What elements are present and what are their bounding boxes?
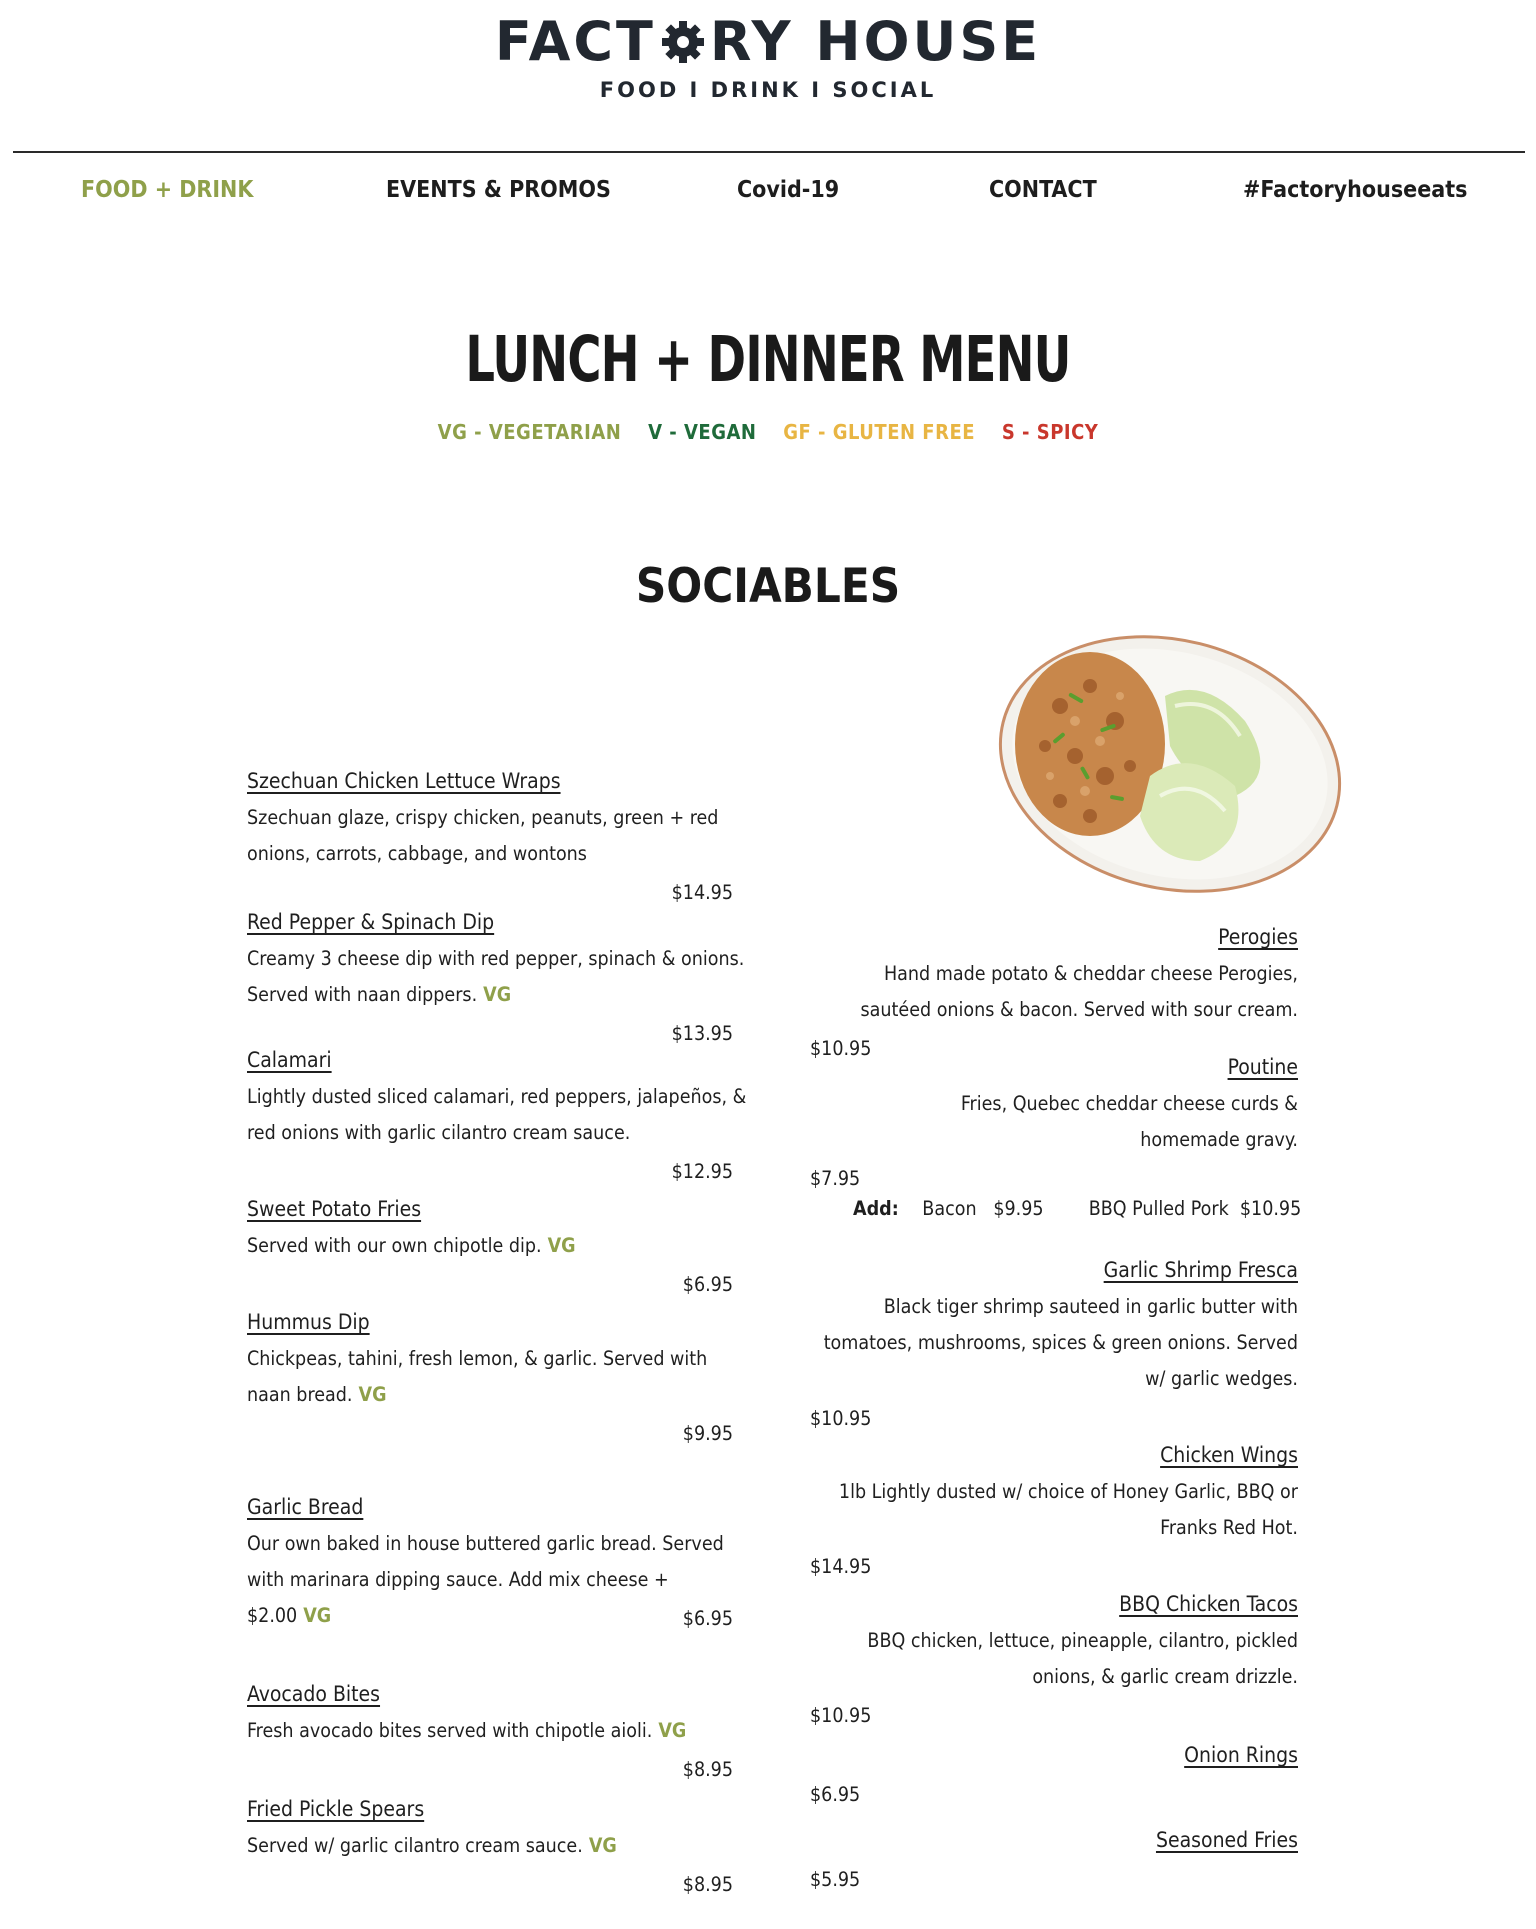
menu-item-price: $6.95 bbox=[682, 1273, 733, 1296]
header-divider bbox=[13, 151, 1525, 153]
nav-food-drink[interactable]: FOOD + DRINK bbox=[81, 177, 254, 203]
gear-icon bbox=[658, 17, 708, 67]
menu-item-price: $13.95 bbox=[671, 1022, 733, 1045]
menu-item-price: $8.95 bbox=[682, 1758, 733, 1781]
menu-item-name[interactable]: Hummus Dip bbox=[247, 1310, 370, 1334]
menu-item-desc: Chickpeas, tahini, fresh lemon, & garlic. Served with naan bread. VG bbox=[247, 1347, 708, 1406]
menu-item-name[interactable]: Poutine bbox=[1227, 1055, 1298, 1079]
menu-item-price: $12.95 bbox=[671, 1160, 733, 1183]
menu-item-name[interactable]: Seasoned Fries bbox=[1155, 1828, 1298, 1852]
vegetarian-tag: VG bbox=[658, 1719, 687, 1742]
addon-pulled-pork: BBQ Pulled Pork bbox=[1088, 1197, 1229, 1220]
vegetarian-tag: VG bbox=[547, 1234, 576, 1257]
page-title: LUNCH + DINNER MENU bbox=[465, 323, 1071, 396]
vegetarian-tag: VG bbox=[303, 1604, 332, 1627]
menu-item-name[interactable]: Avocado Bites bbox=[247, 1682, 381, 1706]
menu-item-name[interactable]: Red Pepper & Spinach Dip bbox=[247, 910, 495, 934]
section-title: SOCIABLES bbox=[635, 559, 901, 614]
menu-item-price: $6.95 bbox=[810, 1783, 861, 1806]
menu-item-name[interactable]: Szechuan Chicken Lettuce Wraps bbox=[247, 769, 561, 793]
nav-events-promos[interactable]: EVENTS & PROMOS bbox=[386, 177, 611, 203]
addon-pulled-pork-price: $10.95 bbox=[1239, 1197, 1302, 1220]
legend-gluten-free: GF - GLUTEN FREE bbox=[783, 420, 976, 444]
logo-wordmark bbox=[495, 10, 1041, 74]
menu-item-name[interactable]: Sweet Potato Fries bbox=[247, 1197, 422, 1221]
vegetarian-tag: VG bbox=[483, 983, 512, 1006]
logo-tagline: FOOD I DRINK I SOCIAL bbox=[599, 78, 937, 102]
menu-item-name[interactable]: Perogies bbox=[1218, 925, 1298, 949]
menu-item-price: $10.95 bbox=[810, 1704, 872, 1727]
menu-item-desc: Served w/ garlic cilantro cream sauce. VG bbox=[247, 1834, 617, 1857]
menu-item-price: $10.95 bbox=[810, 1037, 872, 1060]
poutine-addons bbox=[853, 1194, 1301, 1224]
nav-covid-19[interactable]: Covid-19 bbox=[737, 177, 840, 203]
menu-item-desc: Black tiger shrimp sauteed in garlic butter with tomatoes, mushrooms, spices & green onions. Served w/ garlic wedges. bbox=[823, 1295, 1298, 1390]
menu-item-desc: Fries, Quebec cheddar cheese curds & homemade gravy. bbox=[960, 1092, 1298, 1151]
menu-item-name[interactable]: Calamari bbox=[247, 1048, 332, 1072]
logo-text-left: FACT bbox=[494, 10, 656, 73]
menu-item-price: $7.95 bbox=[810, 1167, 861, 1190]
nav-contact[interactable]: CONTACT bbox=[989, 177, 1097, 203]
nav-factoryhouseeats[interactable]: #Factoryhouseeats bbox=[1243, 177, 1468, 203]
menu-item-desc: Lightly dusted sliced calamari, red peppers, jalapeños, & red onions with garlic cilantro cream sauce. bbox=[247, 1085, 747, 1144]
menu-item-price: $14.95 bbox=[671, 881, 733, 904]
menu-item-desc: Szechuan glaze, crispy chicken, peanuts, green + red onions, carrots, cabbage, and wontons bbox=[247, 806, 719, 865]
menu-item-name[interactable]: Garlic Shrimp Fresca bbox=[1103, 1258, 1298, 1282]
food-photo bbox=[990, 626, 1350, 906]
addon-label: Add: bbox=[853, 1197, 899, 1220]
menu-item-name[interactable]: Fried Pickle Spears bbox=[247, 1797, 425, 1821]
legend-vegetarian: VG - VEGETARIAN bbox=[437, 420, 622, 444]
brand-logo[interactable] bbox=[0, 10, 1536, 102]
menu-item-name[interactable]: Onion Rings bbox=[1184, 1743, 1298, 1767]
menu-item-name[interactable]: Garlic Bread bbox=[247, 1495, 364, 1519]
vegetarian-tag: VG bbox=[358, 1383, 387, 1406]
menu-item-price: $8.95 bbox=[682, 1873, 733, 1896]
vegetarian-tag: VG bbox=[588, 1834, 617, 1857]
menu-item-price: $10.95 bbox=[810, 1407, 872, 1430]
menu-item-price: $9.95 bbox=[682, 1422, 733, 1445]
addon-bacon: Bacon bbox=[922, 1197, 977, 1220]
addon-bacon-price: $9.95 bbox=[993, 1197, 1044, 1220]
dietary-legend bbox=[0, 417, 1536, 447]
menu-item-desc: Served with our own chipotle dip. VG bbox=[247, 1234, 576, 1257]
legend-spicy: S - SPICY bbox=[1001, 420, 1099, 444]
menu-item-desc: Our own baked in house buttered garlic bread. Served with marinara dipping sauce. Add mix cheese + $2.00 VG bbox=[247, 1532, 724, 1627]
menu-item-desc: Creamy 3 cheese dip with red pepper, spinach & onions. Served with naan dippers. VG bbox=[247, 947, 745, 1006]
menu-item-name[interactable]: Chicken Wings bbox=[1160, 1443, 1298, 1467]
menu-item-price: $14.95 bbox=[810, 1555, 872, 1578]
menu-item-desc: Fresh avocado bites served with chipotle aioli. VG bbox=[247, 1719, 687, 1742]
legend-vegan: V - VEGAN bbox=[648, 420, 757, 444]
menu-item-price: $5.95 bbox=[810, 1868, 861, 1891]
menu-item-desc: Hand made potato & cheddar cheese Perogies, sautéed onions & bacon. Served with sour cream. bbox=[860, 962, 1298, 1021]
menu-item-price: $6.95 bbox=[682, 1607, 733, 1630]
logo-text-right: RY HOUSE bbox=[709, 10, 1042, 73]
menu-item-desc: BBQ chicken, lettuce, pineapple, cilantro, pickled onions, & garlic cream drizzle. bbox=[867, 1629, 1298, 1688]
menu-item-desc: 1lb Lightly dusted w/ choice of Honey Garlic, BBQ or Franks Red Hot. bbox=[838, 1480, 1298, 1539]
menu-item-name[interactable]: BBQ Chicken Tacos bbox=[1119, 1592, 1298, 1616]
